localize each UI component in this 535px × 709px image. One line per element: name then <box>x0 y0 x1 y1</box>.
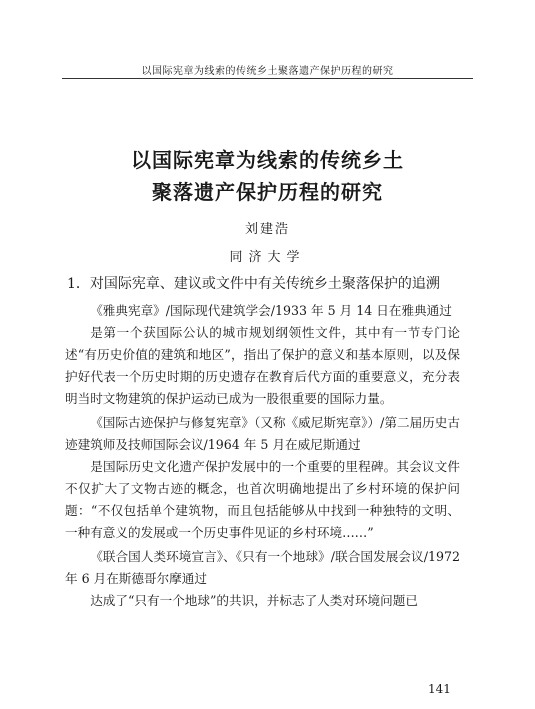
paper-title-line-1: 以国际宪章为线索的传统乡土 <box>131 148 404 172</box>
paper-title-line-2: 聚落遗产保护历程的研究 <box>152 180 383 204</box>
charter-description: 是第一个获国际公认的城市规划纲领性文件，其中有一节专门论述“有历史价值的建筑和地区”，指出了保护的意义和基本原则，以及保护好代表一个历史时期的历史遗存在教育后代方面的重要意义，充分表明当时文物建筑的保护运动已成为一股很重要的国际力量。 <box>65 325 460 406</box>
page-number: 141 <box>428 682 451 696</box>
charter-reference: 《雅典宪章》/国际现代建筑学会/1933 年 5 月 14 日在雅典通过 <box>90 303 452 318</box>
section-heading: 1．对国际宪章、建议或文件中有关传统乡土聚落保护的追溯 <box>67 276 440 292</box>
charter-reference: 《国际古迹保护与修复宪章》（又称《威尼斯宪章》）/第二届历史古迹建筑师及技师国际会议/1964 年 5 月在威尼斯通过 <box>65 415 460 452</box>
charter-description: 达成了“只有一个地球”的共识，并标志了人类对环境问题已 <box>90 593 418 608</box>
charter-description: 是国际历史文化遗产保护发展中的一个重要的里程碑。其会议文件不仅扩大了文物古迹的概念，也首次明确地提出了乡村环境的保护问题：“不仅包括单个建筑物，而且包括能够从中找到一种独特的文明、一种有意义的发展或一个历史事件见证的乡村环境……” <box>65 459 460 540</box>
author-name: 刘建浩 <box>244 222 290 237</box>
paper-body <box>65 272 460 614</box>
running-head-rule <box>62 78 473 79</box>
paper-title <box>0 144 535 208</box>
running-head: 以国际宪章为线索的传统乡土聚落遗产保护历程的研究 <box>141 66 394 77</box>
author-affiliation: 同济大学 <box>229 250 306 265</box>
charter-reference: 《联合国人类环境宣言》、《只有一个地球》/联合国发展会议/1972 年 6 月在斯德哥尔摩通过 <box>65 549 460 586</box>
